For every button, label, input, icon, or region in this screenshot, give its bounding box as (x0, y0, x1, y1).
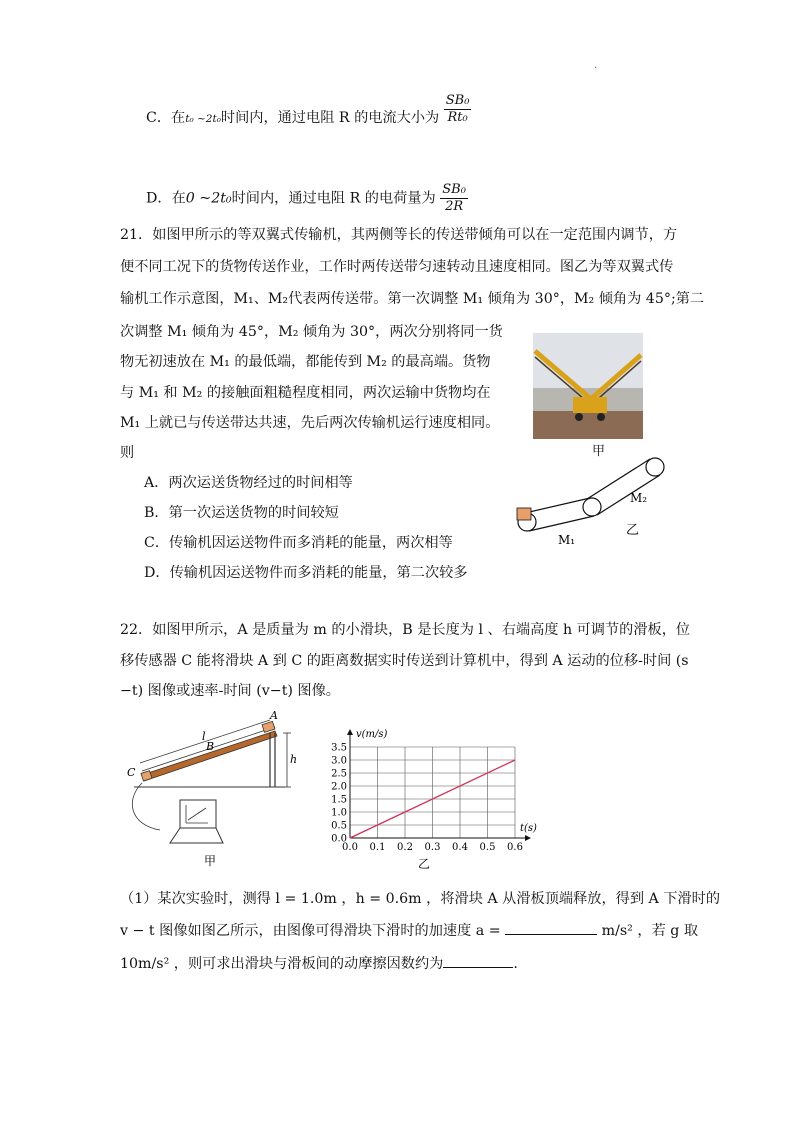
y-tick-label: 3.0 (331, 755, 347, 767)
label-m1: M₁ (558, 533, 576, 547)
q21-line-7: M₁ 上就已与传送带达共速，先后两次传输机运行速度相同。 (120, 415, 500, 431)
option-d-fraction (440, 182, 468, 215)
option-d-text: 时间内，通过电阻 R 的电荷量为 (231, 190, 436, 207)
x-tick-label: 0.6 (507, 842, 523, 853)
q20-option-c (146, 92, 471, 129)
chart-ticks (331, 743, 523, 854)
y-axis-arrow (347, 729, 353, 735)
y-tick-label: 0.0 (331, 833, 347, 845)
q21-option-a: A．两次运送货物经过的时间相等 (144, 475, 353, 491)
q21-option-b: B．第一次运送货物的时间较短 (144, 505, 339, 521)
q21-line-5: 物无初速放在 M₁ 的最低端，都能传到 M₂ 的最高端。货物 (120, 354, 491, 370)
q21-line-2: 便不同工况下的货物传送作业，工作时两传送带匀速转动且速度相同。图乙为等双翼式传 (120, 259, 674, 275)
q22-line-1: 22．如图甲所示，A 是质量为 m 的小滑块，B 是长度为 l 、右端高度 h 可调节的滑板，位 (120, 622, 691, 638)
y-tick-label: 2.0 (331, 781, 347, 793)
chart-grid (350, 747, 515, 838)
q21-option-d: D．传输机因运送物件而多消耗的能量，第二次较多 (144, 565, 468, 581)
q20-option-d (146, 182, 468, 215)
option-d-denominator: 2R (445, 199, 464, 214)
y-tick-label: 0.5 (331, 820, 347, 832)
y-tick-label: 2.5 (331, 768, 347, 780)
y-tick-label: 1.5 (331, 794, 347, 806)
chart-xlabel: t(s) (520, 823, 537, 834)
option-c-label: C．在 (146, 110, 186, 126)
q21-fig-jia-caption: 甲 (592, 444, 606, 459)
q22-line-3: −t) 图像或速率-时间 (v−t) 图像。 (120, 683, 340, 699)
label-a: A (270, 709, 278, 722)
x-tick-label: 0.1 (369, 842, 386, 853)
option-d-label: D．在 (146, 190, 186, 207)
label-l: l (202, 730, 206, 743)
vt-chart (320, 725, 540, 873)
option-c-text: 时间内，通过电阻 R 的电流大小为 (220, 110, 440, 126)
y-tick-label: 1.0 (331, 807, 347, 819)
sub1-line3-text-b: . (513, 956, 518, 972)
incline-apparatus (120, 705, 305, 870)
x-axis-arrow (525, 835, 531, 841)
x-tick-label: 0.2 (397, 842, 413, 853)
x-tick-label: 0.5 (479, 842, 496, 853)
chart-ylabel: v(m/s) (356, 729, 388, 740)
sub1-line2-text-a: v − t 图像如图乙所示，由图像可得滑块下滑时的加速度 a = (120, 923, 501, 939)
label-b: B (206, 740, 215, 753)
label-m2: M₂ (630, 491, 648, 505)
q21-line-3: 输机工作示意图，M₁、M₂代表两传送带。第一次调整 M₁ 倾角为 30°，M₂ 倾角为 45°;第二 (120, 291, 705, 307)
acceleration-answer-blank[interactable] (505, 920, 597, 935)
q22-sub1-line-3 (120, 953, 518, 974)
q22-fig-jia-caption: 甲 (204, 854, 217, 868)
friction-answer-blank[interactable] (443, 953, 513, 968)
label-c: C (127, 766, 136, 779)
q22-sub1-line-1: （1）某次实验时，测得 l = 1.0m ，h = 0.6m ，将滑块 A 从滑板顶端释放，得到 A 下滑时的 (120, 891, 721, 907)
option-c-fraction (444, 93, 472, 126)
conveyor-photo (533, 333, 643, 439)
x-tick-label: 0.4 (452, 842, 468, 853)
q21-fig-yi-caption: 乙 (626, 523, 640, 538)
conveyor-diagram (500, 450, 675, 550)
option-c-range: t₀ ~2t₀ (185, 113, 221, 125)
x-tick-label: 0.0 (342, 842, 358, 853)
option-c-denominator: Rt₀ (447, 109, 468, 125)
chart-caption: 乙 (418, 857, 431, 871)
sub1-line2-text-b: m/s² ，若 g 取 (601, 923, 699, 939)
option-d-range: 0 ~2t₀ (185, 190, 232, 207)
q21-line-1: 21．如图甲所示的等双翼式传输机，其两侧等长的传送带倾角可以在一定范围内调节，方 (120, 227, 678, 243)
option-d-numerator: SB₀ (442, 182, 466, 197)
q21-line-8: 则 (120, 445, 135, 461)
sub1-line3-text-a: 10m/s² ，则可求出滑块与滑板间的动摩擦因数约为 (120, 956, 444, 972)
label-h: h (290, 753, 298, 766)
chart-axes (347, 729, 531, 841)
q21-option-c: C．传输机因运送物件而多消耗的能量，两次相等 (144, 535, 453, 551)
y-tick-label: 3.5 (331, 742, 347, 754)
q22-line-2: 移传感器 C 能将滑块 A 到 C 的距离数据实时传送到计算机中，得到 A 运动的位移-时间 (s (120, 653, 689, 669)
q21-line-4: 次调整 M₁ 倾角为 45°，M₂ 倾角为 30°，两次分别将同一货 (120, 324, 503, 340)
option-c-numerator: SB₀ (445, 92, 470, 108)
q21-line-6: 与 M₁ 和 M₂ 的接触面粗糙程度相同，两次运输中货物均在 (120, 385, 491, 401)
x-tick-label: 0.3 (424, 842, 441, 853)
q22-sub1-line-2 (120, 920, 698, 941)
page-mark: . (594, 60, 598, 71)
